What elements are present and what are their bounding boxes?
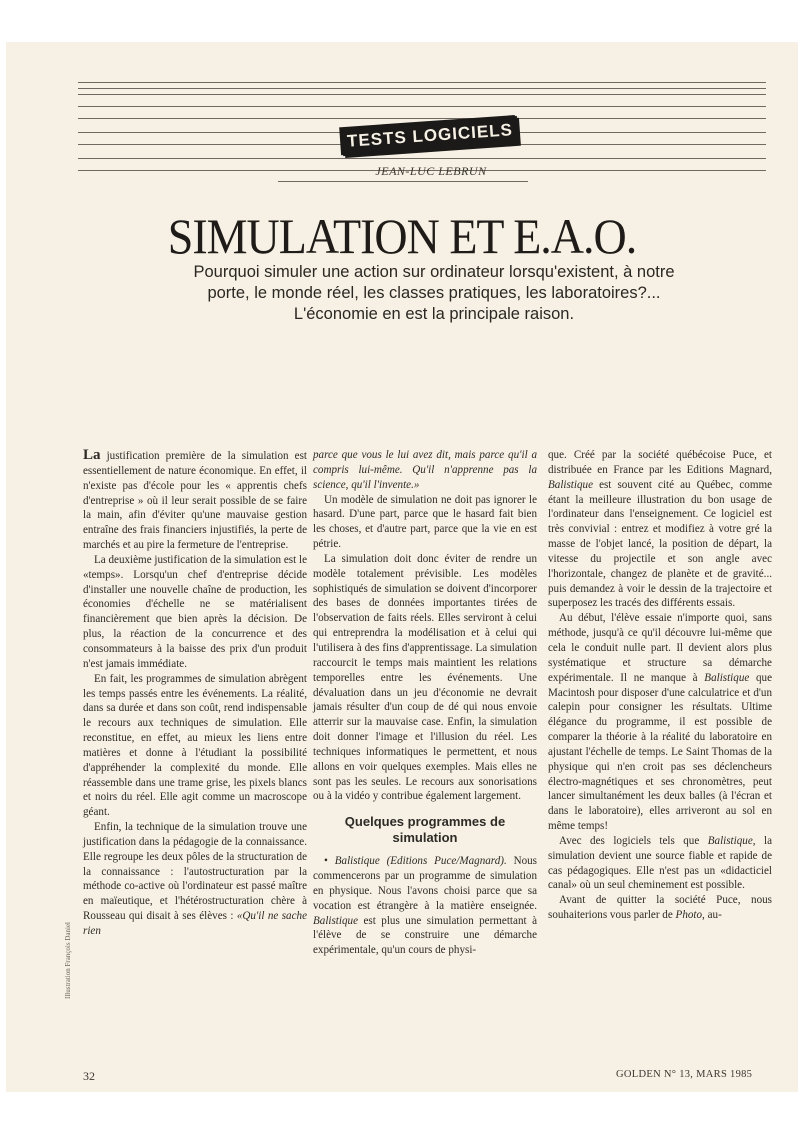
article-subtitle: Pourquoi simuler une action sur ordinateur lorsqu'existent, à notre porte, le monde réel, les classes pratiques, les laboratoires?... L'économie en est la principale raison. [193,263,675,323]
section-subheading: Quelques programmes de simulation [344,814,506,846]
paragraph: parce que vous le lui avez dit, mais parce qu'il a compris lui-même. Qu'il n'apprenne pas la science, qu'il l'invente.» [313,449,537,491]
author-byline: JEAN-LUC LEBRUN [375,164,487,178]
text-column-1 [83,448,307,939]
paragraph: Enfin, la technique de la simulation trouve une justification dans la pédagogie de la connaissance. Elle regroupe les deux pôles de la structuration de la connaissance : l'autostructuration par la méthode co-active où l'ordinateur est passé maître en maïeutique, et l'hétérostructuration chère à Rousseau qui disait à ses élèves : «Qu'il ne sache rien [83,821,308,937]
magazine-page [6,42,798,1092]
paragraph: que. Créé par la société québécoise Puce, et distribuée en France par les Editions Magnard, Balistique est souvent cité au Québec, comme étant la meilleure illustration du bon usage de l'ordinateur dans l'enseignement. Ce logiciel est très convivial : entrez et modifiez à votre gré la masse de l'objet lancé, la position de départ, la vitesse du projectile et son angle avec l'horizontale, changez de planète et de gravité... puis demandez à voir le dessin de la trajectoire et superposez les tracés des différents essais. [548,449,772,610]
paragraph: • Balistique (Editions Puce/Magnard). Nous commencerons par un programme de simulation en physique. Nous l'avons choisi parce que sa vocation est étrangère à la matière enseignée. Balistique est plus une simulation permettant à l'élève de se construire une démarche expérimentale, qu'un cours de physi- [313,855,537,957]
paragraph: La deuxième justification de la simulation est le «temps». Lorsqu'un chef d'entreprise décide d'installer une nouvelle chaîne de production, les économies d'échelle ne se matérialisent financièrement que bien après la décision. De plus, la réaction de la concurrence et des consommateurs à la baisse des prix d'un produit n'est jamais immédiate. [83,553,307,670]
byline-rule [278,181,528,182]
paragraph: Avant de quitter la société Puce, nous souhaiterions vous parler de Photo, au- [548,894,772,922]
paragraph: Au début, l'élève essaie n'importe quoi, sans méthode, jusqu'à ce qu'il découvre lui-même que cela le conduit nulle part. Il devient alors plus systématique et structure sa démarche expérimentale. Il ne manque à Balistique que Macintosh pour disposer d'une calculatrice et d'un calepin pour consigner les résultats. Ultime élégance du programme, il est possible de comparer la théorie à la réalité du laboratoire en ajustant l'échelle de temps. Le Saint Thomas de la physique qui n'en croit pas ses déclencheurs électro-magnétiques et ses chronomètres, peut lancer simultanément les deux balles (à l'écran et dans le laboratoire), elles arriveront au sol en même temps! [548,612,772,833]
paragraph: La justification première de la simulation est essentiellement de nature économique. En effet, il n'existe pas d'école pour les « apprentis chefs d'entreprise » où il leur serait possible de se faire la main, afin d'éviter qu'une mauvaise gestion entraîne des frais financiers injustifiés, la perte de marchés et au pire la fermeture de l'entreprise. [83,447,307,552]
paragraph: La simulation doit donc éviter de rendre un modèle totalement prévisible. Les modèles sophistiqués de simulation se doivent d'incorporer des bases de données importantes tirées de l'observation de faits réels. Elles serviront à celui qui entreprendra la modélisation et à celui qui l'utilisera à des fins d'apprentissage. La simulation raccourcit le temps mais maintient les relations temporelles entre les événements. Une dévaluation dans un jeu d'économie ne devrait jamais résulter d'un coup de dé qui nous envoie atterrir sur la mauvaise case. Enfin, la simulation doit donner l'image et l'illusion du réel. Les techniques informatiques le permettent, et nous allons en voir quelques exemples. Mais elles ne sont pas les seules. Le recours aux sonorisations ou à la vidéo y contribue également largement. [313,552,537,803]
article-title: SIMULATION ET E.A.O. [167,208,637,265]
text-column-3 [548,448,772,923]
issue-footer: GOLDEN N° 13, MARS 1985 [616,1069,753,1080]
illustration-credit: Illustration François Daniel [64,922,72,999]
text-column-2 [313,448,537,958]
paragraph: En fait, les programmes de simulation abrègent les temps passés entre les événements. La réalité, dans sa durée et dans son coût, rend indispensable le recours aux techniques de simulation. Elle reconstitue, en effet, au mieux les liens entre matières et donne à l'étudiant la possibilité d'appréhender la complexité du monde. Elle réassemble dans une trame grise, les pixels blancs et noirs du réel. Elle agit comme un macroscope géant. [83,672,307,819]
page-number: 32 [83,1069,95,1083]
drop-cap: La [83,447,101,463]
section-badge: TESTS LOGICIELS [341,116,519,156]
paragraph: Un modèle de simulation ne doit pas ignorer le hasard. D'une part, parce que le hasard fait bien les choses, et d'autre part, parce que la vie en est pétrie. [313,493,537,551]
paragraph: Avec des logiciels tels que Balistique, la simulation devient une source fiable et rapide de cas pédagogiques. Elle n'est pas un «didacticiel canal» où un seul cheminement est possible. [548,834,773,892]
